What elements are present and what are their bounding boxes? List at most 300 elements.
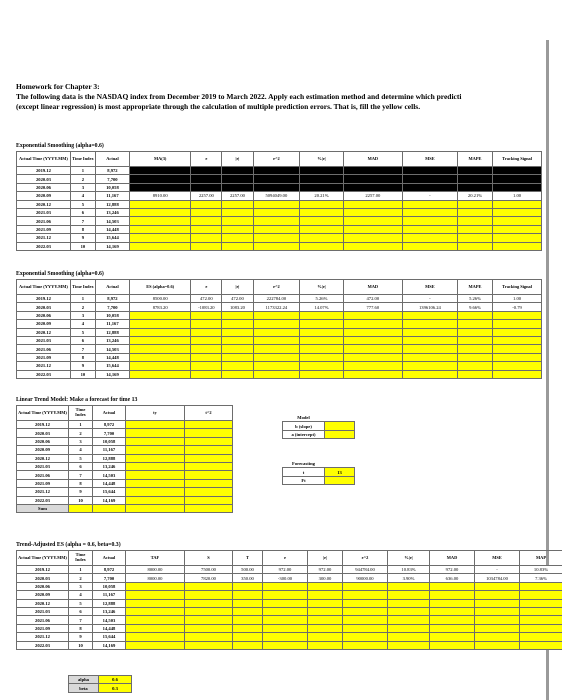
value-cell[interactable] <box>185 633 233 641</box>
value-cell[interactable] <box>300 208 344 216</box>
date-cell: 2020.09 <box>17 591 69 599</box>
actual-cell: 14,169 <box>95 242 129 250</box>
value-cell[interactable] <box>402 362 457 370</box>
value-cell[interactable] <box>493 362 542 370</box>
ft-cell[interactable] <box>325 476 355 484</box>
actual-cell: 11,167 <box>93 591 126 599</box>
value-cell[interactable] <box>343 633 388 641</box>
value-cell[interactable] <box>457 336 492 344</box>
value-cell[interactable] <box>343 582 388 590</box>
ty-cell[interactable] <box>126 421 185 429</box>
time-index-cell: 7 <box>70 345 95 353</box>
value-cell[interactable] <box>253 370 300 378</box>
value-cell[interactable] <box>263 624 308 632</box>
ty-cell[interactable] <box>126 446 185 454</box>
value-cell[interactable] <box>233 582 263 590</box>
time-index-cell: 3 <box>70 183 95 191</box>
value-cell[interactable] <box>343 345 402 353</box>
actual-cell: 10,058 <box>93 437 126 445</box>
value-cell[interactable] <box>457 328 492 336</box>
value-cell: 1.00 <box>493 192 542 200</box>
value-cell[interactable] <box>343 641 388 649</box>
value-cell[interactable] <box>475 591 520 599</box>
value-cell[interactable] <box>343 311 402 319</box>
value-cell[interactable] <box>475 582 520 590</box>
value-cell[interactable] <box>253 208 300 216</box>
value-cell[interactable] <box>253 311 300 319</box>
value-cell[interactable] <box>222 320 253 328</box>
value-cell[interactable] <box>402 208 457 216</box>
value-cell[interactable] <box>430 599 475 607</box>
value-cell[interactable] <box>457 370 492 378</box>
column-header: e^2 <box>253 152 300 167</box>
value-cell[interactable] <box>457 208 492 216</box>
value-cell[interactable] <box>222 208 253 216</box>
t2-cell[interactable] <box>185 471 233 479</box>
value-cell[interactable] <box>388 624 430 632</box>
ty-cell[interactable] <box>126 488 185 496</box>
t2-cell[interactable] <box>185 496 233 504</box>
value-cell[interactable] <box>402 242 457 250</box>
value-cell[interactable] <box>126 599 185 607</box>
value-cell[interactable] <box>185 624 233 632</box>
date-cell: 2020.12 <box>17 454 69 462</box>
value-cell[interactable] <box>126 641 185 649</box>
value-cell[interactable] <box>253 225 300 233</box>
value-cell[interactable] <box>475 633 520 641</box>
ty-cell[interactable] <box>126 437 185 445</box>
ty-cell[interactable] <box>126 504 185 512</box>
date-cell: 2021.06 <box>17 471 69 479</box>
value-cell[interactable] <box>222 328 253 336</box>
value-cell[interactable] <box>222 311 253 319</box>
value-cell[interactable] <box>430 624 475 632</box>
beta-value: 0.3 <box>99 684 132 692</box>
value-cell[interactable] <box>475 616 520 624</box>
value-cell[interactable] <box>493 217 542 225</box>
value-cell[interactable] <box>388 599 430 607</box>
value-cell[interactable] <box>191 353 222 361</box>
ty-cell[interactable] <box>126 479 185 487</box>
value-cell[interactable] <box>402 370 457 378</box>
date-cell: 2021.09 <box>17 353 71 361</box>
value-cell[interactable] <box>388 616 430 624</box>
actual-cell: 15,644 <box>95 234 129 242</box>
value-cell[interactable] <box>457 225 492 233</box>
value-cell[interactable] <box>130 362 191 370</box>
value-cell[interactable] <box>222 217 253 225</box>
value-cell[interactable] <box>191 225 222 233</box>
value-cell[interactable] <box>475 624 520 632</box>
value-cell[interactable] <box>191 370 222 378</box>
actual-cell: 14,169 <box>93 641 126 649</box>
value-cell[interactable] <box>222 225 253 233</box>
value-cell[interactable] <box>475 641 520 649</box>
date-cell: 2022.03 <box>17 496 69 504</box>
value-cell[interactable] <box>402 328 457 336</box>
actual-cell: 14,503 <box>95 345 129 353</box>
value-cell[interactable] <box>233 641 263 649</box>
value-cell[interactable] <box>402 320 457 328</box>
t2-cell[interactable] <box>185 454 233 462</box>
value-cell[interactable] <box>430 616 475 624</box>
value-cell[interactable] <box>300 362 344 370</box>
value-cell[interactable] <box>520 599 562 607</box>
value-cell[interactable] <box>493 242 542 250</box>
table-row <box>17 582 562 590</box>
value-cell[interactable] <box>300 217 344 225</box>
time-index-cell: 3 <box>69 437 93 445</box>
a-intercept-cell[interactable] <box>325 430 355 438</box>
value-cell[interactable] <box>457 242 492 250</box>
value-cell[interactable] <box>300 225 344 233</box>
value-cell[interactable] <box>130 328 191 336</box>
value-cell[interactable] <box>300 328 344 336</box>
value-cell[interactable] <box>233 633 263 641</box>
value-cell[interactable] <box>493 208 542 216</box>
t2-cell[interactable] <box>185 488 233 496</box>
value-cell[interactable] <box>493 328 542 336</box>
value-cell[interactable] <box>308 641 343 649</box>
value-cell: 2257.00 <box>222 192 253 200</box>
value-cell[interactable] <box>402 345 457 353</box>
value-cell[interactable] <box>343 242 402 250</box>
value-cell[interactable] <box>475 599 520 607</box>
value-cell[interactable] <box>388 591 430 599</box>
value-cell[interactable] <box>130 311 191 319</box>
value-cell[interactable] <box>191 328 222 336</box>
value-cell[interactable] <box>493 370 542 378</box>
value-cell[interactable] <box>222 234 253 242</box>
value-cell[interactable] <box>126 624 185 632</box>
value-cell[interactable] <box>263 591 308 599</box>
value-cell[interactable] <box>126 633 185 641</box>
value-cell[interactable] <box>191 242 222 250</box>
value-cell[interactable] <box>300 200 344 208</box>
value-cell: -0.79 <box>493 303 542 311</box>
value-cell[interactable] <box>191 208 222 216</box>
value-cell[interactable] <box>130 242 191 250</box>
value-cell[interactable] <box>263 641 308 649</box>
b-slope-cell[interactable] <box>325 422 355 430</box>
value-cell[interactable] <box>457 353 492 361</box>
value-cell[interactable] <box>300 234 344 242</box>
value-cell: 5094049.00 <box>253 192 300 200</box>
value-cell[interactable] <box>233 607 263 615</box>
value-cell[interactable] <box>493 345 542 353</box>
value-cell[interactable] <box>457 234 492 242</box>
value-cell[interactable] <box>191 200 222 208</box>
value-cell[interactable] <box>126 616 185 624</box>
value-cell[interactable] <box>130 234 191 242</box>
time-index-cell: 4 <box>69 591 93 599</box>
value-cell: 90000.00 <box>343 574 388 582</box>
value-cell[interactable] <box>126 582 185 590</box>
value-cell[interactable] <box>185 591 233 599</box>
value-cell[interactable] <box>457 345 492 353</box>
actual-cell: 12,888 <box>95 328 129 336</box>
value-cell[interactable] <box>493 311 542 319</box>
value-cell[interactable] <box>402 200 457 208</box>
value-cell[interactable] <box>130 200 191 208</box>
value-cell[interactable] <box>308 599 343 607</box>
date-cell: 2020.09 <box>17 320 71 328</box>
value-cell[interactable] <box>253 217 300 225</box>
value-cell[interactable] <box>343 607 388 615</box>
value-cell[interactable] <box>233 624 263 632</box>
table-row <box>17 437 233 445</box>
value-cell[interactable] <box>308 582 343 590</box>
value-cell[interactable] <box>222 353 253 361</box>
value-cell[interactable] <box>402 353 457 361</box>
value-cell[interactable] <box>308 624 343 632</box>
value-cell[interactable] <box>233 591 263 599</box>
column-header: ES (alpha=0.6) <box>130 280 191 295</box>
value-cell[interactable] <box>126 607 185 615</box>
date-cell: 2021.03 <box>17 607 69 615</box>
value-cell[interactable] <box>430 607 475 615</box>
value-cell[interactable] <box>493 200 542 208</box>
value-cell[interactable] <box>263 607 308 615</box>
ty-cell[interactable] <box>126 462 185 470</box>
date-cell: 2019.12 <box>17 421 69 429</box>
value-cell[interactable] <box>263 633 308 641</box>
value-cell[interactable] <box>343 336 402 344</box>
actual-cell: 7,700 <box>93 574 126 582</box>
time-index-cell: 6 <box>69 462 93 470</box>
value-cell[interactable] <box>130 225 191 233</box>
value-cell[interactable] <box>185 582 233 590</box>
value-cell[interactable] <box>343 624 388 632</box>
ty-cell[interactable] <box>126 454 185 462</box>
value-cell[interactable] <box>233 599 263 607</box>
t-value: 13 <box>325 468 355 476</box>
value-cell[interactable] <box>253 362 300 370</box>
value-cell: 8783.20 <box>130 303 191 311</box>
actual-cell: 12,888 <box>95 200 129 208</box>
value-cell <box>343 175 402 183</box>
value-cell: 7820.00 <box>185 574 233 582</box>
actual-cell: 12,888 <box>93 599 126 607</box>
value-cell[interactable] <box>343 616 388 624</box>
value-cell[interactable] <box>343 370 402 378</box>
value-cell[interactable] <box>253 328 300 336</box>
section2-title: Exponential Smoothing (alpha=0.6) <box>16 271 104 277</box>
time-index-cell: 1 <box>70 167 95 175</box>
value-cell[interactable] <box>253 320 300 328</box>
value-cell[interactable] <box>402 311 457 319</box>
value-cell[interactable] <box>222 200 253 208</box>
value-cell[interactable] <box>388 607 430 615</box>
date-cell: 2020.09 <box>17 446 69 454</box>
value-cell[interactable] <box>300 370 344 378</box>
value-cell[interactable] <box>130 370 191 378</box>
value-cell[interactable] <box>300 353 344 361</box>
value-cell[interactable] <box>520 582 562 590</box>
value-cell[interactable] <box>130 320 191 328</box>
value-cell[interactable] <box>343 234 402 242</box>
value-cell: 2257.00 <box>343 192 402 200</box>
value-cell[interactable] <box>300 242 344 250</box>
value-cell[interactable] <box>343 208 402 216</box>
value-cell[interactable] <box>343 353 402 361</box>
instructions-line-1: The following data is the NASDAQ index from December 2019 to March 2022. Apply each estimation method and determine which predicti <box>16 92 462 101</box>
value-cell[interactable] <box>520 616 562 624</box>
value-cell[interactable] <box>520 641 562 649</box>
value-cell[interactable] <box>185 641 233 649</box>
value-cell[interactable] <box>222 362 253 370</box>
value-cell[interactable] <box>300 336 344 344</box>
value-cell <box>300 175 344 183</box>
value-cell[interactable] <box>191 217 222 225</box>
sum-time-cell[interactable] <box>69 504 93 512</box>
value-cell[interactable] <box>402 217 457 225</box>
value-cell[interactable] <box>388 582 430 590</box>
value-cell: 1173322.24 <box>253 303 300 311</box>
column-header: MAP <box>520 551 562 566</box>
value-cell[interactable] <box>185 616 233 624</box>
value-cell[interactable] <box>233 616 263 624</box>
actual-cell: 14,448 <box>93 624 126 632</box>
t2-cell[interactable] <box>185 504 233 512</box>
value-cell[interactable] <box>457 200 492 208</box>
t2-cell[interactable] <box>185 462 233 470</box>
value-cell[interactable] <box>520 624 562 632</box>
alpha-label: alpha <box>69 676 99 684</box>
table-row <box>17 488 233 496</box>
ty-cell[interactable] <box>126 429 185 437</box>
ty-cell[interactable] <box>126 471 185 479</box>
value-cell[interactable] <box>343 591 388 599</box>
value-cell[interactable] <box>253 345 300 353</box>
actual-cell: 15,644 <box>95 362 129 370</box>
actual-cell: 12,888 <box>93 454 126 462</box>
value-cell[interactable] <box>493 234 542 242</box>
value-cell[interactable] <box>253 200 300 208</box>
value-cell[interactable] <box>457 311 492 319</box>
value-cell[interactable] <box>185 607 233 615</box>
value-cell[interactable] <box>130 353 191 361</box>
value-cell[interactable] <box>430 633 475 641</box>
value-cell[interactable] <box>343 200 402 208</box>
value-cell[interactable] <box>253 353 300 361</box>
value-cell[interactable] <box>185 599 233 607</box>
value-cell[interactable] <box>343 225 402 233</box>
value-cell[interactable] <box>253 234 300 242</box>
t2-cell[interactable] <box>185 446 233 454</box>
sum-actual-cell[interactable] <box>93 504 126 512</box>
value-cell[interactable] <box>520 607 562 615</box>
homework-title: Homework for Chapter 3: <box>16 82 100 91</box>
value-cell[interactable] <box>308 591 343 599</box>
value-cell[interactable] <box>308 616 343 624</box>
value-cell[interactable] <box>130 217 191 225</box>
time-index-cell: 6 <box>69 607 93 615</box>
ty-cell[interactable] <box>126 496 185 504</box>
value-cell[interactable] <box>222 345 253 353</box>
value-cell[interactable] <box>222 336 253 344</box>
value-cell[interactable] <box>493 336 542 344</box>
value-cell[interactable] <box>191 320 222 328</box>
value-cell[interactable] <box>191 345 222 353</box>
value-cell[interactable] <box>520 591 562 599</box>
table-row <box>17 607 562 615</box>
value-cell[interactable] <box>457 320 492 328</box>
t2-cell[interactable] <box>185 479 233 487</box>
value-cell[interactable] <box>343 362 402 370</box>
value-cell[interactable] <box>402 336 457 344</box>
value-cell: - <box>475 566 520 574</box>
t2-cell[interactable] <box>185 421 233 429</box>
ft-label: Ft <box>283 476 325 484</box>
column-header: MSE <box>402 152 457 167</box>
value-cell[interactable] <box>300 320 344 328</box>
value-cell[interactable] <box>130 336 191 344</box>
value-cell[interactable] <box>130 208 191 216</box>
value-cell[interactable] <box>475 607 520 615</box>
value-cell[interactable] <box>191 234 222 242</box>
value-cell[interactable] <box>457 217 492 225</box>
value-cell[interactable] <box>126 591 185 599</box>
value-cell[interactable] <box>430 641 475 649</box>
column-header: e <box>191 280 222 295</box>
time-index-cell: 5 <box>70 328 95 336</box>
value-cell <box>191 175 222 183</box>
value-cell[interactable] <box>493 353 542 361</box>
value-cell[interactable] <box>402 234 457 242</box>
value-cell[interactable] <box>343 328 402 336</box>
value-cell[interactable] <box>222 370 253 378</box>
value-cell[interactable] <box>300 311 344 319</box>
value-cell[interactable] <box>493 225 542 233</box>
value-cell[interactable] <box>457 362 492 370</box>
value-cell[interactable] <box>263 582 308 590</box>
table-row <box>17 599 562 607</box>
value-cell[interactable] <box>222 242 253 250</box>
value-cell[interactable] <box>430 582 475 590</box>
value-cell[interactable] <box>191 362 222 370</box>
t2-cell[interactable] <box>185 429 233 437</box>
column-header: Actual <box>95 152 129 167</box>
value-cell[interactable] <box>493 320 542 328</box>
value-cell[interactable] <box>263 599 308 607</box>
value-cell[interactable] <box>430 591 475 599</box>
value-cell[interactable] <box>402 225 457 233</box>
value-cell[interactable] <box>343 599 388 607</box>
value-cell[interactable] <box>308 607 343 615</box>
time-index-cell: 2 <box>69 429 93 437</box>
time-index-cell: 9 <box>70 234 95 242</box>
value-cell[interactable] <box>388 641 430 649</box>
value-cell: 8000.00 <box>126 574 185 582</box>
value-cell[interactable] <box>388 633 430 641</box>
value-cell[interactable] <box>191 311 222 319</box>
value-cell[interactable] <box>300 345 344 353</box>
value-cell[interactable] <box>253 242 300 250</box>
value-cell[interactable] <box>308 633 343 641</box>
value-cell[interactable] <box>263 616 308 624</box>
time-index-cell: 8 <box>70 353 95 361</box>
value-cell[interactable] <box>343 320 402 328</box>
table-row <box>17 362 542 370</box>
value-cell <box>457 183 492 191</box>
value-cell[interactable] <box>191 336 222 344</box>
value-cell[interactable] <box>520 633 562 641</box>
value-cell[interactable] <box>343 217 402 225</box>
value-cell[interactable] <box>130 345 191 353</box>
value-cell[interactable] <box>253 336 300 344</box>
t2-cell[interactable] <box>185 437 233 445</box>
